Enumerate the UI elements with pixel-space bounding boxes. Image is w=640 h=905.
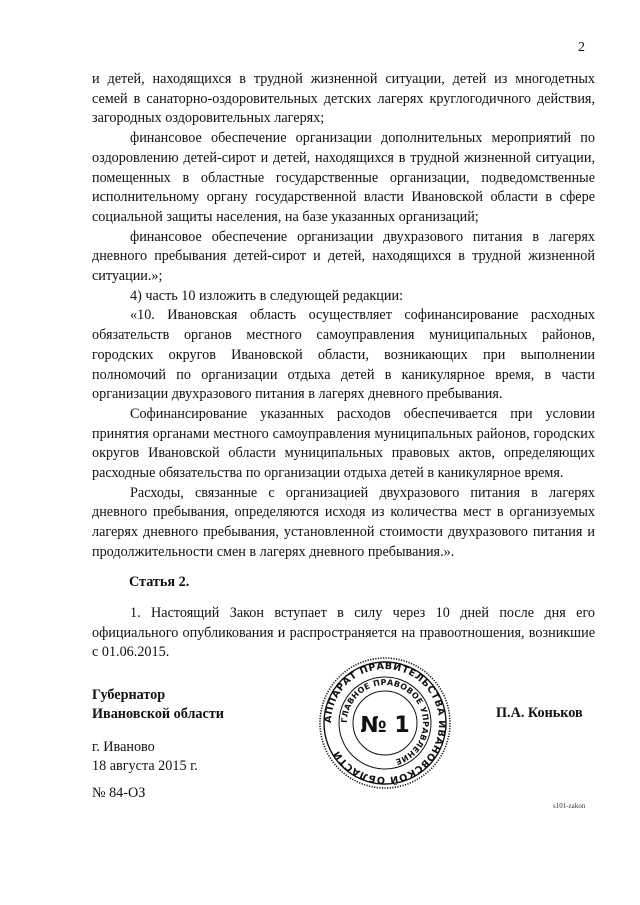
page-number: 2 xyxy=(578,40,585,55)
paragraph: «10. Ивановская область осуществляет софинансирование расходных обязательств органов местного самоуправления муниципальных районов, городских округов Ивановской области, возникающих при выполнении полномочий по организации отдыха детей в каникулярное время, в части организации двухразового питания в лагерях дневного пребывания. xyxy=(92,307,595,403)
paragraph: 4) часть 10 изложить в следующей редакции: xyxy=(130,287,404,304)
paragraph: Расходы, связанные с организацией двухразового питания в лагерях дневного пребывания, определяются исходя из количества мест в организуемых лагерях дневного пребывания, установленной стоимости двухразового питания и продолжительности смен в лагерях дневного пребывания.». xyxy=(92,484,595,560)
signatory-title-line: Губернатор xyxy=(92,687,166,703)
stamp-outer-text: АППАРАТ ПРАВИТЕЛЬСТВА ИВАНОВСКОЙ ОБЛАСТИ xyxy=(322,660,448,786)
date: 18 августа 2015 г. xyxy=(92,758,198,774)
signatory-title-line: Ивановской области xyxy=(92,706,224,722)
document-body xyxy=(92,70,595,563)
paragraph: Софинансирование указанных расходов обеспечивается при условии принятия органами местного самоуправления муниципальных районов, городских округов Ивановской области муниципальных правовых актов, определяющих расходные обязательства по организации отдыха детей в каникулярное время. xyxy=(92,405,595,482)
place: г. Иваново xyxy=(92,739,155,755)
stamp-center-text: № 1 xyxy=(360,713,410,738)
law-number: № 84-ОЗ xyxy=(92,785,146,801)
official-stamp xyxy=(318,656,452,790)
place-and-date xyxy=(92,738,198,776)
paragraph: финансовое обеспечение организации дополнительных мероприятий по оздоровлению детей-сирот и детей, находящихся в трудной жизненной ситуации, помещенных в областные государственные организации, подведомственные исполнительному органу государственной власти Ивановской области в сфере социальной защиты населения, на базе указанных организаций; xyxy=(92,130,595,225)
paragraph: и детей, находящихся в трудной жизненной ситуации, детей из многодетных семей в санаторно-оздоровительных детских лагерях круглогодичного действия, загородных оздоровительных лагерях; xyxy=(92,71,595,127)
file-code: s101-zakon xyxy=(553,802,586,810)
article-text: 1. Настоящий Закон вступает в силу через 10 дней после дня его официального опубликования и распространяется на правоотношения, возникшие с 01.06.2015. xyxy=(92,605,595,661)
signatory-title xyxy=(92,686,224,724)
stamp-inner-text: ГЛАВНОЕ ПРАВОВОЕ УПРАВЛЕНИЕ xyxy=(339,677,431,767)
paragraph: финансовое обеспечение организации двухразового питания в лагерях дневного пребывания детей-сирот и детей, находящихся в трудной жизненной ситуации.»; xyxy=(92,228,595,285)
signatory-name: П.А. Коньков xyxy=(496,705,583,721)
article-heading: Статья 2. xyxy=(129,574,190,590)
